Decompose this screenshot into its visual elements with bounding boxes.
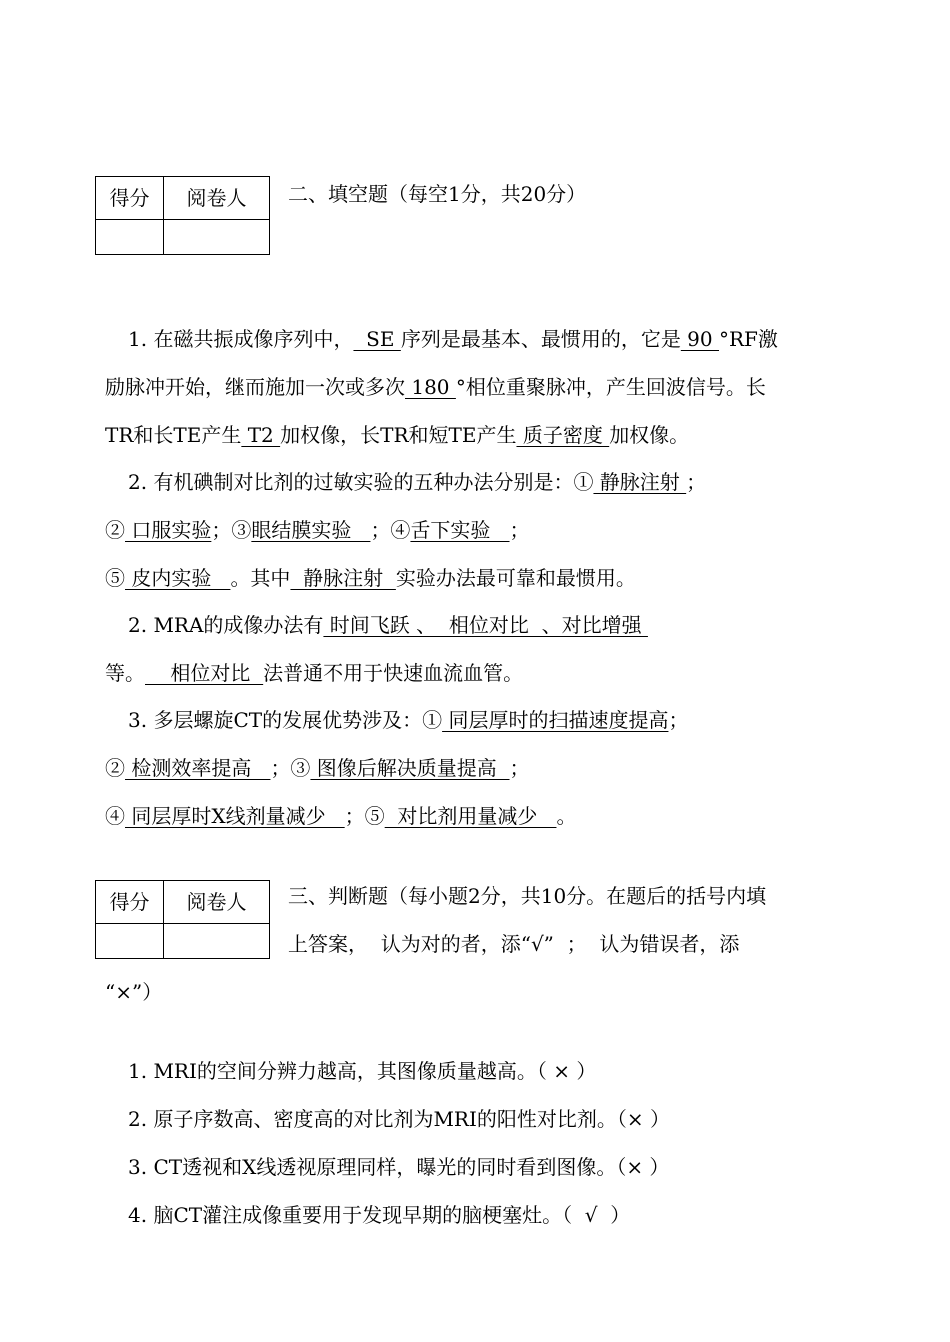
question-text: 序列是最基本、最惯用的，它是 xyxy=(400,327,681,351)
question-text: ⑤ xyxy=(105,566,125,590)
judgment-question-3: 3. CT透视和X线透视原理同样，曝光的同时看到图像。（× ） xyxy=(128,1155,670,1179)
answer-blank[interactable]: 检测效率提高 xyxy=(125,756,271,780)
answer-blank[interactable]: T2 xyxy=(241,423,281,447)
question-text: ；③ xyxy=(211,518,252,542)
question-text: °相位重聚脉冲，产生回波信号。长 xyxy=(455,375,766,399)
question-text: TR和长TE产生 xyxy=(105,423,242,447)
fill-blank-line xyxy=(105,663,950,683)
question-text: ② xyxy=(105,518,125,542)
question-text: 2. MRA的成像办法有 xyxy=(128,613,324,637)
score-table-section3 xyxy=(95,880,270,959)
grader-label: 阅卷人 xyxy=(164,881,270,924)
section3-title-line1: 三、判断题（每小题2分，共10分。在题后的括号内填 xyxy=(288,884,767,908)
score-label: 得分 xyxy=(96,177,164,220)
answer-blank[interactable]: 口服实验 xyxy=(125,518,212,542)
section3-title-line3: “×”） xyxy=(105,980,163,1004)
grader-cell[interactable] xyxy=(164,220,270,255)
score-cell[interactable] xyxy=(96,220,164,255)
score-cell[interactable] xyxy=(96,924,164,959)
grader-cell[interactable] xyxy=(164,924,270,959)
judgment-question-1: 1. MRI的空间分辨力越高，其图像质量越高。（ × ） xyxy=(128,1059,597,1083)
question-text: ④ xyxy=(105,804,125,828)
section3-title-line2: 上答案， 认为对的者，添“√” ； 认为错误者，添 xyxy=(288,932,740,956)
question-text: 法普通不用于快速血流血管。 xyxy=(263,661,524,685)
question-text: ； xyxy=(509,756,530,780)
score-table-section2 xyxy=(95,176,270,255)
question-text: ；⑤ xyxy=(344,804,385,828)
question-text: ； xyxy=(668,708,689,732)
answer-blank[interactable]: 舌下实验 xyxy=(410,518,510,542)
fill-blank-line xyxy=(105,520,950,540)
question-text: ； xyxy=(509,518,530,542)
question-text: °RF激 xyxy=(719,327,778,351)
question-text: 。 xyxy=(556,804,577,828)
fill-blank-line xyxy=(128,710,950,730)
answer-blank[interactable]: 时间飞跃 、 相位对比 、对比增强 xyxy=(323,613,648,637)
fill-blank-line xyxy=(105,568,950,588)
fill-blank-line xyxy=(128,472,950,492)
question-text: ； xyxy=(686,470,707,494)
question-text: 2. 有机碘制对比剂的过敏实验的五种办法分别是：① xyxy=(128,470,594,494)
judgment-question-4: 4. 脑CT灌注成像重要用于发现早期的脑梗塞灶。（ √ ） xyxy=(128,1203,631,1227)
section2-title: 二、填空题（每空1分，共20分） xyxy=(288,182,587,206)
question-text: 加权像。 xyxy=(609,423,690,447)
answer-blank[interactable]: 同层厚时X线剂量减少 xyxy=(125,804,345,828)
fill-blank-line xyxy=(105,806,950,826)
answer-blank[interactable]: 眼结膜实验 xyxy=(251,518,371,542)
judgment-question-2: 2. 原子序数高、密度高的对比剂为MRI的阳性对比剂。（× ） xyxy=(128,1107,670,1131)
question-text: 3. 多层螺旋CT的发展优势涉及：① xyxy=(128,708,443,732)
fill-blank-line xyxy=(128,615,950,635)
answer-blank[interactable]: 同层厚时的扫描速度提高 xyxy=(442,708,669,732)
grader-label: 阅卷人 xyxy=(164,177,270,220)
answer-blank[interactable]: 静脉注射 xyxy=(593,470,687,494)
question-text: 励脉冲开始，继而施加一次或多次 xyxy=(105,375,405,399)
question-text: ；③ xyxy=(270,756,311,780)
answer-blank[interactable]: 质子密度 xyxy=(516,423,610,447)
question-text: ；④ xyxy=(370,518,411,542)
answer-blank[interactable]: 皮内实验 xyxy=(125,566,231,590)
question-text: 加权像，长TR和短TE产生 xyxy=(280,423,517,447)
fill-blank-line xyxy=(105,758,950,778)
fill-blank-line xyxy=(128,329,950,349)
answer-blank[interactable]: SE xyxy=(353,327,401,351)
answer-blank[interactable]: 相位对比 xyxy=(145,661,264,685)
question-text: 等。 xyxy=(105,661,145,685)
answer-blank[interactable]: 180 xyxy=(405,375,456,399)
question-text: 1. 在磁共振成像序列中， xyxy=(128,327,354,351)
question-text: 实验办法最可靠和最惯用。 xyxy=(395,566,636,590)
fill-blank-line xyxy=(105,377,950,397)
score-label: 得分 xyxy=(96,881,164,924)
answer-blank[interactable]: 图像后解决质量提高 xyxy=(310,756,510,780)
question-text: 。其中 xyxy=(230,566,291,590)
answer-blank[interactable]: 90 xyxy=(680,327,719,351)
question-text: ② xyxy=(105,756,125,780)
answer-blank[interactable]: 静脉注射 xyxy=(290,566,396,590)
fill-blank-line xyxy=(105,425,950,445)
answer-blank[interactable]: 对比剂用量减少 xyxy=(384,804,557,828)
